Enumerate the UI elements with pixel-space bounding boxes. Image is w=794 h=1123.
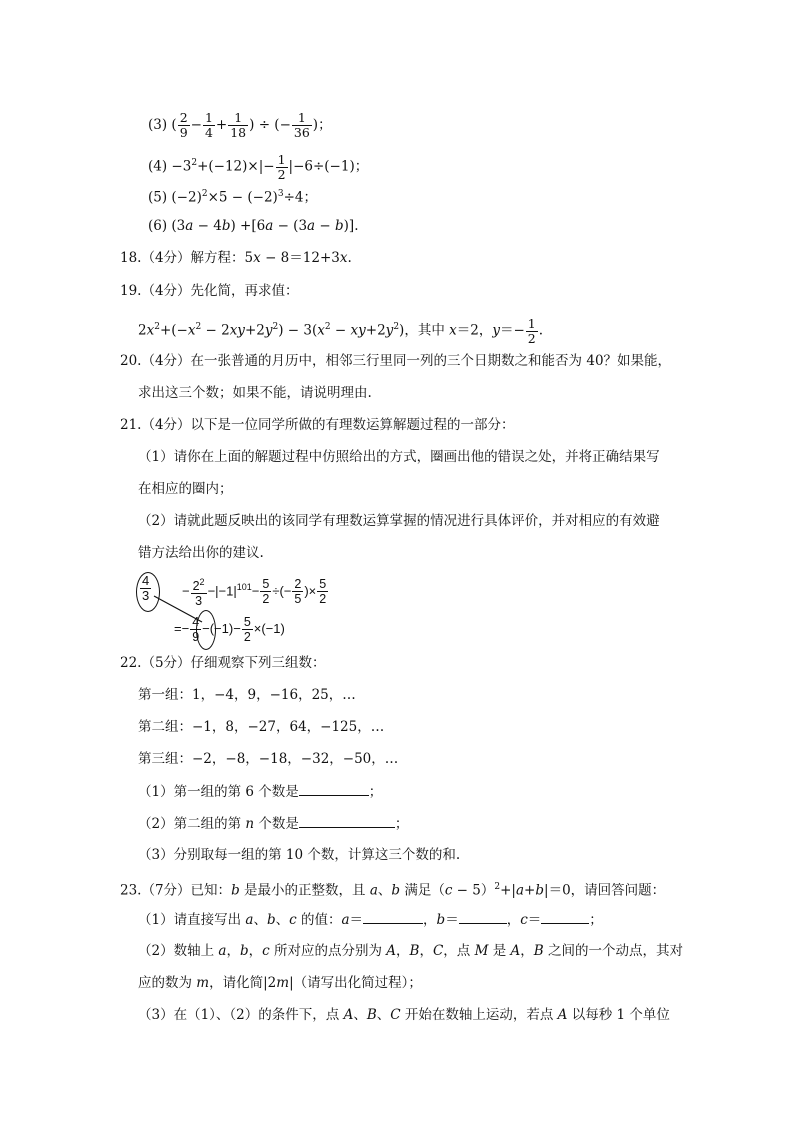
text: （1）第一组的第 6 个数是 [138,784,299,800]
question-21-line-1 [120,415,515,435]
variable: b [436,912,446,928]
text: ，请化简|2 [209,975,277,991]
text: 所对应的点分别为 [269,943,387,959]
group-1 [138,685,356,705]
text: ÷(− [272,583,292,599]
text: ) − 3( [278,322,318,339]
variable: a [341,912,350,928]
expr: − (3 [273,218,308,234]
text: 9 [179,125,188,140]
question-23-3 [138,1005,670,1025]
expr: ×5 − (−2) [207,189,278,206]
problem-17-3 [148,108,332,142]
text: =− [174,621,190,636]
question-20-line-1 [120,351,671,371]
var: a [265,218,274,234]
text: 错方法给出你的建议. [138,545,264,561]
text: 1 [292,111,312,126]
text: 满足（ [400,882,445,899]
text: −|−1| [207,583,237,599]
text: 是最小的正整数，且 [239,882,370,899]
text: 2 [179,110,188,125]
variable: b [266,912,276,928]
text: （2）数轴上 [138,943,219,959]
question-21-line-4 [138,511,660,531]
text: 3 [142,588,150,603]
text: 5 [243,615,251,630]
text: 36 [293,125,310,140]
text: 第二组：−1，8，−27，64，−125，… [138,719,385,735]
op: ) ÷ (− [249,117,291,133]
exponent: 2 [195,322,202,332]
variable: m [276,975,290,991]
text: 开始在数轴上运动，若点 [400,1007,558,1023]
group-3 [138,749,398,769]
text: +2 [365,322,386,339]
question-22-2 [138,813,408,834]
exponent: 2 [201,189,208,199]
text: 2 [138,322,147,339]
text: 之间的一个动点，其对 [543,943,683,959]
text: ； [368,784,383,800]
text: )× [304,583,317,599]
question-21-line-5 [138,543,264,563]
text: 9 [192,630,200,645]
expr: (4) −3 [148,158,192,175]
variable: A [343,1007,354,1023]
problem-17-6 [148,216,358,236]
text: − [182,583,190,599]
fraction [228,111,248,140]
text: ＝ [527,912,542,928]
text: 是 [488,943,511,959]
variable: B [533,943,544,959]
variable: a [369,882,378,899]
variable: M [474,943,489,959]
fraction [203,111,215,140]
variable: b [391,882,401,899]
text: +(− [159,322,188,339]
text: ， [506,912,521,928]
text: +| [500,882,516,899]
answer-blank-b[interactable] [459,909,507,924]
question-text: 19.（4分）先化简，再求值： [120,283,299,299]
text: （2）请就此题反映出的该同学有理数运算掌握的情况进行具体评价，并对相应的有效避 [138,513,660,529]
answer-blank-a[interactable] [363,909,423,924]
text: 1 [277,151,286,167]
var: b [221,218,231,234]
variable: C [432,943,444,959]
variable: y [385,322,394,339]
text: 4 [192,615,200,630]
text: （1）请直接写出 [138,912,246,928]
answer-blank[interactable] [299,781,369,796]
question-21-line-3 [138,479,233,499]
expr: ) +[6 [230,218,266,234]
var: a [307,218,316,234]
variable: a [245,912,254,928]
calc-line-1 [182,570,329,608]
group-2 [138,717,384,737]
variable: x [187,322,196,339]
expr: . [347,250,352,266]
text: . [538,322,544,339]
variable: A [386,943,397,959]
question-23 [120,877,665,901]
question-text: 18.（4分）解方程：5 [120,250,254,266]
variable: c [520,912,528,928]
variable: B [366,1007,377,1023]
text: ，点 [443,943,475,959]
expr: +(−12)×|− [197,158,275,175]
error-figure [134,566,334,650]
text: − 5） [452,882,495,899]
var: a [185,218,194,234]
text: 2 [243,630,251,645]
text: 在相应的圈内； [138,481,233,497]
text: +2 [244,322,265,339]
text: ， [226,943,240,959]
variable: c [444,882,453,899]
text: 第一组：1，−4，9，−16，25，… [138,687,356,703]
expr: (6) (3 [148,218,186,234]
text: 、 [275,912,290,928]
exponent: 2 [494,882,501,892]
text: − [251,583,260,599]
op: )； [312,117,332,133]
text: （1）请你在上面的解题过程中仿照给出的方式，圈画出他的错误之处，并将正确结果写 [138,449,660,465]
variable: b [535,882,545,899]
text: ， [520,943,534,959]
op: + [215,117,228,133]
question-21-line-2 [138,447,660,467]
question-19 [120,281,299,301]
text: + [524,882,536,899]
text: ， [248,943,263,959]
var: x [253,250,261,266]
question-18 [120,248,352,268]
expr: |−6÷(−1)； [288,158,369,175]
problem-17-5 [148,184,317,208]
exponent: 2 [191,158,198,168]
fraction [178,111,190,140]
text: ， [423,912,437,928]
text: （3）在（1）、（2）的条件下，点 [138,1007,344,1023]
variable: m [196,975,210,991]
text: 5 [319,577,327,592]
text: − 2 [201,322,230,339]
variable: a [218,943,227,959]
exponent: 2 [324,322,331,332]
text: （3）分别取每一组的第 10 个数，计算这三个数的和. [138,847,461,863]
variable: b [239,943,249,959]
text: 的值： [296,912,342,928]
text: ＝ [445,912,459,928]
expr: − 4 [193,218,222,234]
text: ； [589,912,603,928]
text: − [330,322,351,339]
variable: A [557,1007,568,1023]
question-19-expression [138,310,543,348]
circled-fraction-1 [140,574,151,603]
expr: (5) (−2) [148,189,202,206]
variable: xy [229,322,245,339]
text: 个数是 [254,816,299,832]
text: ； [394,816,409,832]
variable: b [231,882,240,899]
text: 、 [376,1007,391,1023]
fraction [526,317,538,346]
text: 3 [195,594,203,609]
exponent: 2 [154,322,160,332]
text: 2 [277,166,286,182]
variable: c [289,912,297,928]
text: 2 [262,592,270,607]
variable: a [515,882,525,899]
calc-line-2 [174,612,285,646]
text: （2）第二组的第 [138,816,246,832]
text: 2 [319,592,327,607]
text: 18 [230,125,247,140]
text: 4 [204,125,213,140]
variable: y [492,322,500,339]
text: 、 [253,912,267,928]
item-label: (3) [148,117,168,133]
text: ＝− [499,322,525,339]
question-22-3 [138,845,460,865]
text: 2 [527,330,536,346]
text: |（请写出化简过程）； [289,975,422,991]
text: 1 [527,315,536,331]
var: x [339,250,348,266]
question-23-2-line-2 [138,973,422,993]
text: 23.（7分）已知： [120,882,232,899]
text: 20.（4分）在一张普通的月历中，相邻三行里同一列的三个日期数之和能否为 40？如果能， [120,353,672,369]
text: ， [396,943,410,959]
exponent: 2 [199,577,205,588]
answer-blank[interactable] [299,813,395,828]
variable: A [510,943,521,959]
question-23-1 [138,909,603,930]
question-23-2-line-1 [138,941,683,961]
question-20-line-2 [138,383,372,403]
answer-blank-c[interactable] [541,909,589,924]
exponent: 3 [277,189,284,199]
text: 以每秒 1 个单位 [567,1007,670,1023]
expr: )]. [343,218,359,234]
expr: − 8＝12+3 [260,250,340,266]
text: 4 [142,573,150,588]
text: ＝ [349,912,364,928]
exponent: 101 [236,582,252,592]
fraction [276,153,288,182]
variable: y [264,322,273,339]
text: 2 [294,577,302,592]
problem-17-4 [148,146,368,184]
question-22-1 [138,781,382,802]
variable: n [245,816,255,832]
paren: ( [171,117,177,133]
variable: x [449,322,457,339]
text: 5 [262,577,270,592]
text: )，其中 [399,322,450,339]
variable: B [409,943,420,959]
variable: x [146,322,155,339]
text: ×(−1) [253,621,285,636]
exponent: 2 [272,322,279,332]
exponent: 2 [393,322,400,332]
text: 应的数为 [138,975,197,991]
text: 22.（5分）仔细观察下列三组数： [120,655,326,671]
expr: − [315,218,335,234]
text: 1 [228,111,248,126]
text: 、 [353,1007,367,1023]
variable: xy [350,322,366,339]
variable: c [262,943,270,959]
text: |＝0，请回答问题： [544,882,666,899]
text: ＝2， [456,322,493,339]
text: 第三组：−2，−8，−18，−32，−50，… [138,751,399,767]
variable: C [390,1007,401,1023]
text: 、 [377,882,392,899]
text: 5 [294,592,302,607]
op: − [190,117,202,133]
text: 2 [192,579,200,594]
question-22 [120,653,326,673]
text: 1 [204,110,213,125]
text: 21.（4分）以下是一位同学所做的有理数运算解题过程的一部分： [120,417,515,433]
variable: x [317,322,325,339]
var: b [335,218,344,234]
text: 求出这三个数；如果不能，请说明理由. [138,385,372,401]
fraction [292,111,312,140]
text: ， [419,943,433,959]
text: −(−1)− [202,621,241,636]
expr: ÷4； [283,189,317,206]
